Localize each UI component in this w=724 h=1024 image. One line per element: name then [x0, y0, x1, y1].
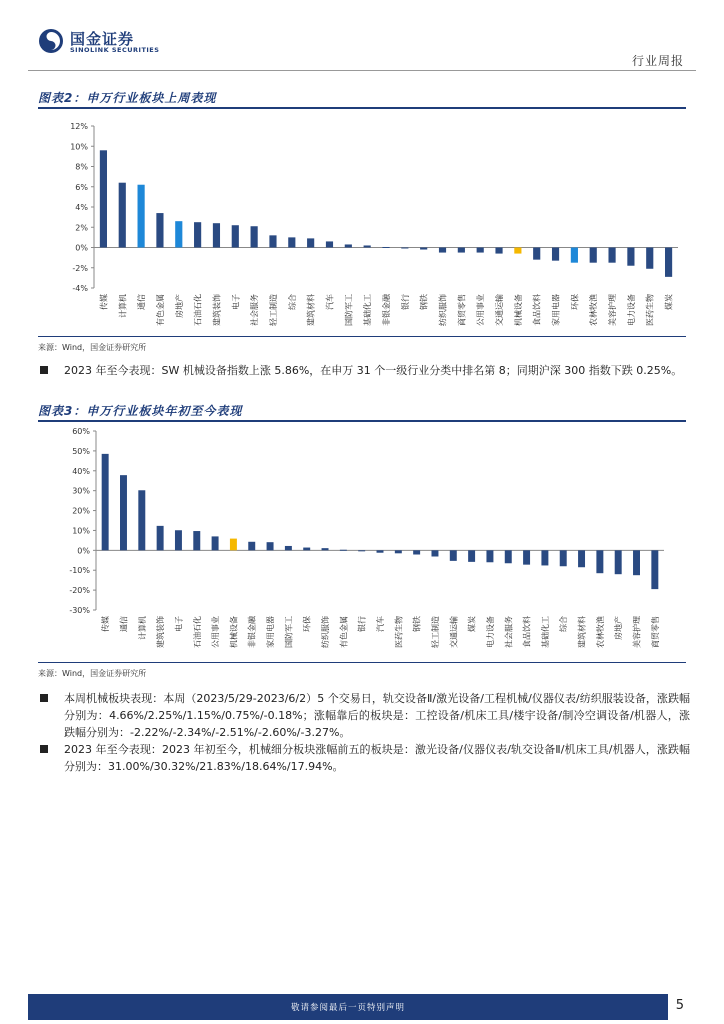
chart1-category-label: 国防军工 [344, 294, 354, 326]
paragraph-text: 本周机械板块表现：本周（2023/5/29-2023/6/2）5 个交易日，轨交设备Ⅱ/激光设备/工程机械/仪器仪表/纺织服装设备，涨跌幅分别为：4.66%/2.25%/1.15%/0.75%/-0.18%；涨幅靠后的板块是：工控设备/机床工具/楼宇设备/制冷空调设备/机器人，涨跌幅分别为：-2.22%/-2.34%/-2.51%/-2.60%/-3.27%。 [64, 692, 690, 739]
chart2-bar [615, 550, 622, 574]
chart1-category-label: 煤炭 [664, 294, 674, 310]
chart2-bar [193, 531, 200, 550]
chart1-category-label: 美容护理 [608, 294, 618, 326]
chart1-bar [194, 222, 201, 247]
chart1-category-label: 家用电器 [551, 294, 561, 326]
chart1-category-label: 农林牧渔 [589, 294, 599, 326]
chart2-category-label: 国防军工 [284, 616, 294, 648]
chart1-bar [100, 150, 107, 247]
chart1-y-tick-label: 0% [75, 243, 88, 253]
chart1-category-label: 钢铁 [419, 294, 429, 310]
chart2-category-label: 钢铁 [412, 616, 422, 632]
chart2-category-label: 公用事业 [211, 616, 221, 648]
chart2-category-label: 电力设备 [485, 616, 495, 648]
paragraph-ytd-summary [40, 362, 690, 379]
chart1-bar [175, 221, 182, 247]
chart2-bar [450, 550, 457, 561]
chart2-category-label: 美容护理 [632, 616, 642, 648]
chart1-category-label: 汽车 [325, 294, 335, 310]
chart1-bar [119, 183, 126, 248]
chart2-category-label: 环保 [302, 616, 312, 632]
chart1-bar [514, 248, 521, 254]
chart2-y-tick-label: 30% [72, 486, 90, 496]
chart2-category-label: 机械设备 [229, 616, 239, 648]
footer-disclaimer: 敬请参阅最后一页特别声明 [290, 1003, 405, 1013]
header-divider [28, 70, 696, 71]
sinolink-logo-icon [38, 28, 64, 54]
chart2-category-label: 汽车 [376, 616, 385, 632]
chart1-bar [458, 248, 465, 253]
figure2-source: 来源：Wind，国金证券研究所 [38, 343, 147, 352]
chart1-category-label: 社会服务 [250, 294, 260, 326]
chart2-category-label: 医药生物 [394, 616, 404, 648]
chart2-bar [413, 550, 420, 554]
figure2-bottom-rule [38, 336, 686, 337]
chart2-bar [523, 550, 530, 564]
chart1-y-tick-label: 10% [70, 142, 88, 152]
chart1-category-label: 食品饮料 [532, 294, 542, 327]
chart2-bar [596, 550, 603, 573]
chart2-category-label: 社会服务 [504, 616, 514, 648]
figure3-bottom-rule [38, 662, 686, 663]
chart2-bar [633, 550, 640, 575]
chart2-bar [340, 550, 347, 551]
chart1-category-label: 商贸零售 [457, 294, 467, 326]
chart1-bar [156, 213, 163, 247]
chart2-bar [212, 536, 219, 550]
chart1-y-tick-label: 12% [70, 122, 88, 131]
chart2-bar [102, 454, 109, 550]
chart2-category-label: 有色金属 [339, 616, 349, 648]
chart1-category-label: 交通运输 [495, 294, 505, 326]
figure2-top-rule [38, 107, 686, 109]
chart2-bar [157, 526, 164, 550]
chart2-bar [120, 475, 127, 550]
chart2-bar [230, 539, 237, 551]
bullet-icon [40, 745, 48, 753]
page-number: 5 [675, 998, 684, 1013]
figure3-source: 来源：Wind，国金证券研究所 [38, 669, 147, 678]
chart1-y-tick-label: 8% [75, 162, 88, 172]
chart2-category-label: 石油石化 [192, 616, 202, 648]
chart2-y-tick-label: 40% [72, 466, 90, 476]
figure3-top-rule [38, 420, 686, 422]
chart1-bar [590, 248, 597, 263]
chart2-y-tick-label: 10% [72, 526, 90, 536]
chart2-category-label: 传媒 [101, 616, 111, 632]
chart1-category-label: 基础化工 [363, 294, 373, 326]
chart1-y-tick-label: -4% [72, 284, 88, 293]
chart2-category-label: 基础化工 [540, 616, 550, 648]
chart2-category-label: 煤炭 [467, 616, 477, 632]
chart2-category-label: 非银金融 [247, 616, 257, 648]
chart2-bar [651, 550, 658, 589]
chart1-category-label: 传媒 [99, 294, 109, 310]
chart2-category-label: 房地产 [614, 616, 624, 640]
logo-text-cn: 国金证券 [70, 30, 135, 48]
chart1-bar [552, 248, 559, 261]
chart2-bar [267, 542, 274, 550]
chart1-category-label: 通信 [137, 294, 147, 310]
chart2-bar [377, 550, 384, 552]
chart1-bar [571, 248, 578, 263]
chart2-category-label: 纺织服饰 [321, 616, 331, 648]
chart2-category-label: 建筑装饰 [156, 616, 166, 648]
bullet-icon [40, 366, 48, 374]
chart2-category-label: 建筑材料 [577, 616, 587, 648]
chart2-category-label: 商贸零售 [650, 616, 660, 648]
chart1-bar [326, 241, 333, 247]
chart1-bar [138, 185, 145, 248]
chart1-bar [401, 248, 408, 249]
chart1-category-label: 电子 [231, 294, 241, 310]
chart2-bar [358, 550, 365, 551]
bullet-icon [40, 694, 48, 702]
chart2-bar [285, 546, 292, 550]
chart2-category-label: 农林牧渔 [595, 616, 605, 648]
chart1-y-tick-label: -2% [72, 263, 88, 273]
chart1-category-label: 环保 [570, 294, 580, 310]
chart1-bar [439, 248, 446, 253]
chart1-bar [646, 248, 653, 269]
chart1-category-label: 非银金融 [382, 294, 391, 326]
chart1-category-label: 银行 [400, 294, 410, 310]
chart1-bar [665, 248, 672, 277]
chart1-bar [420, 248, 427, 250]
chart2-y-tick-label: -10% [69, 566, 90, 576]
chart2-bar [560, 550, 567, 566]
chart2-bar [505, 550, 512, 563]
chart2-y-tick-label: 20% [72, 506, 90, 516]
chart2-bar [395, 550, 402, 553]
chart2-y-tick-label: 60% [72, 427, 90, 436]
chart1-category-label: 纺织服饰 [438, 294, 448, 326]
chart1-bar [269, 235, 276, 247]
chart1-bar [213, 223, 220, 247]
chart1-category-label: 石油石化 [193, 294, 203, 326]
chart1-category-label: 计算机 [118, 294, 128, 318]
chart2-bar [486, 550, 493, 562]
chart1-y-tick-label: 2% [75, 223, 88, 233]
paragraph-ytd-machinery [40, 741, 690, 775]
figure3-title: 图表3：申万行业板块年初至今表现 [38, 404, 243, 418]
chart2-bar [541, 550, 548, 565]
chart2-category-label: 食品饮料 [522, 616, 532, 648]
chart1-bar [382, 247, 389, 248]
chart1-bar [608, 248, 615, 263]
chart1-bar [364, 245, 371, 247]
chart2-bar [431, 550, 438, 556]
chart2-bar [248, 542, 255, 551]
chart1-bar [307, 238, 314, 247]
chart2-bar [468, 550, 475, 562]
company-logo [38, 28, 188, 56]
paragraph-text: 2023 年至今表现：SW 机械设备指数上涨 5.86%，在申万 31 个一级行业分类中排名第 8；同期沪深 300 指数下跌 0.25%。 [64, 364, 683, 377]
chart2-category-label: 通信 [119, 616, 129, 632]
chart2-category-label: 家用电器 [266, 616, 276, 648]
chart1-category-label: 建筑材料 [306, 294, 316, 326]
chart2-category-label: 综合 [559, 616, 569, 632]
chart2-y-tick-label: 50% [72, 446, 90, 456]
chart2-bar [322, 548, 329, 550]
chart2-y-tick-label: 0% [77, 546, 90, 556]
chart-ytd-performance [38, 424, 686, 660]
chart2-category-label: 计算机 [137, 616, 147, 640]
chart2-bar [175, 530, 182, 550]
chart1-category-label: 公用事业 [476, 294, 486, 326]
chart1-category-label: 有色金属 [155, 294, 165, 326]
chart1-category-label: 房地产 [174, 294, 184, 318]
figure2-title: 图表2：申万行业板块上周表现 [38, 91, 217, 105]
paragraph-weekly-machinery [40, 690, 690, 741]
chart1-bar [232, 225, 239, 247]
logo-text-en: SINOLINK SECURITIES [70, 46, 160, 54]
chart1-bar [345, 244, 352, 247]
footer-bar [28, 994, 668, 1020]
paragraph-text: 2023 年至今表现：2023 年初至今，机械细分板块涨幅前五的板块是：激光设备/仪器仪表/轨交设备Ⅱ/机床工具/机器人，涨跌幅分别为：31.00%/30.32%/21.83%/18.64%/17.94%。 [64, 743, 690, 773]
chart2-y-tick-label: -20% [69, 586, 90, 596]
chart1-bar [477, 248, 484, 253]
chart2-category-label: 轻工制造 [430, 616, 440, 648]
chart2-y-tick-label: -30% [69, 606, 90, 615]
report-type-label: 行业周报 [631, 54, 684, 68]
chart1-category-label: 轻工制造 [268, 294, 278, 326]
chart1-category-label: 综合 [287, 294, 297, 310]
chart1-y-tick-label: 6% [75, 182, 88, 192]
chart1-category-label: 建筑装饰 [212, 294, 222, 326]
chart1-category-label: 电力设备 [626, 294, 636, 326]
chart2-category-label: 电子 [174, 616, 184, 632]
chart1-category-label: 机械设备 [513, 294, 523, 326]
chart1-bar [288, 237, 295, 247]
chart-weekly-performance [38, 112, 686, 332]
chart2-bar [303, 548, 310, 551]
chart2-category-label: 银行 [357, 616, 367, 632]
chart1-bar [627, 248, 634, 266]
chart1-bar [533, 248, 540, 260]
chart2-category-label: 交通运输 [449, 616, 459, 648]
chart2-bar [138, 490, 145, 550]
chart2-bar [578, 550, 585, 567]
chart1-y-tick-label: 4% [75, 203, 88, 212]
chart1-bar [495, 248, 502, 254]
chart1-bar [251, 226, 258, 247]
chart1-category-label: 医药生物 [645, 294, 655, 326]
